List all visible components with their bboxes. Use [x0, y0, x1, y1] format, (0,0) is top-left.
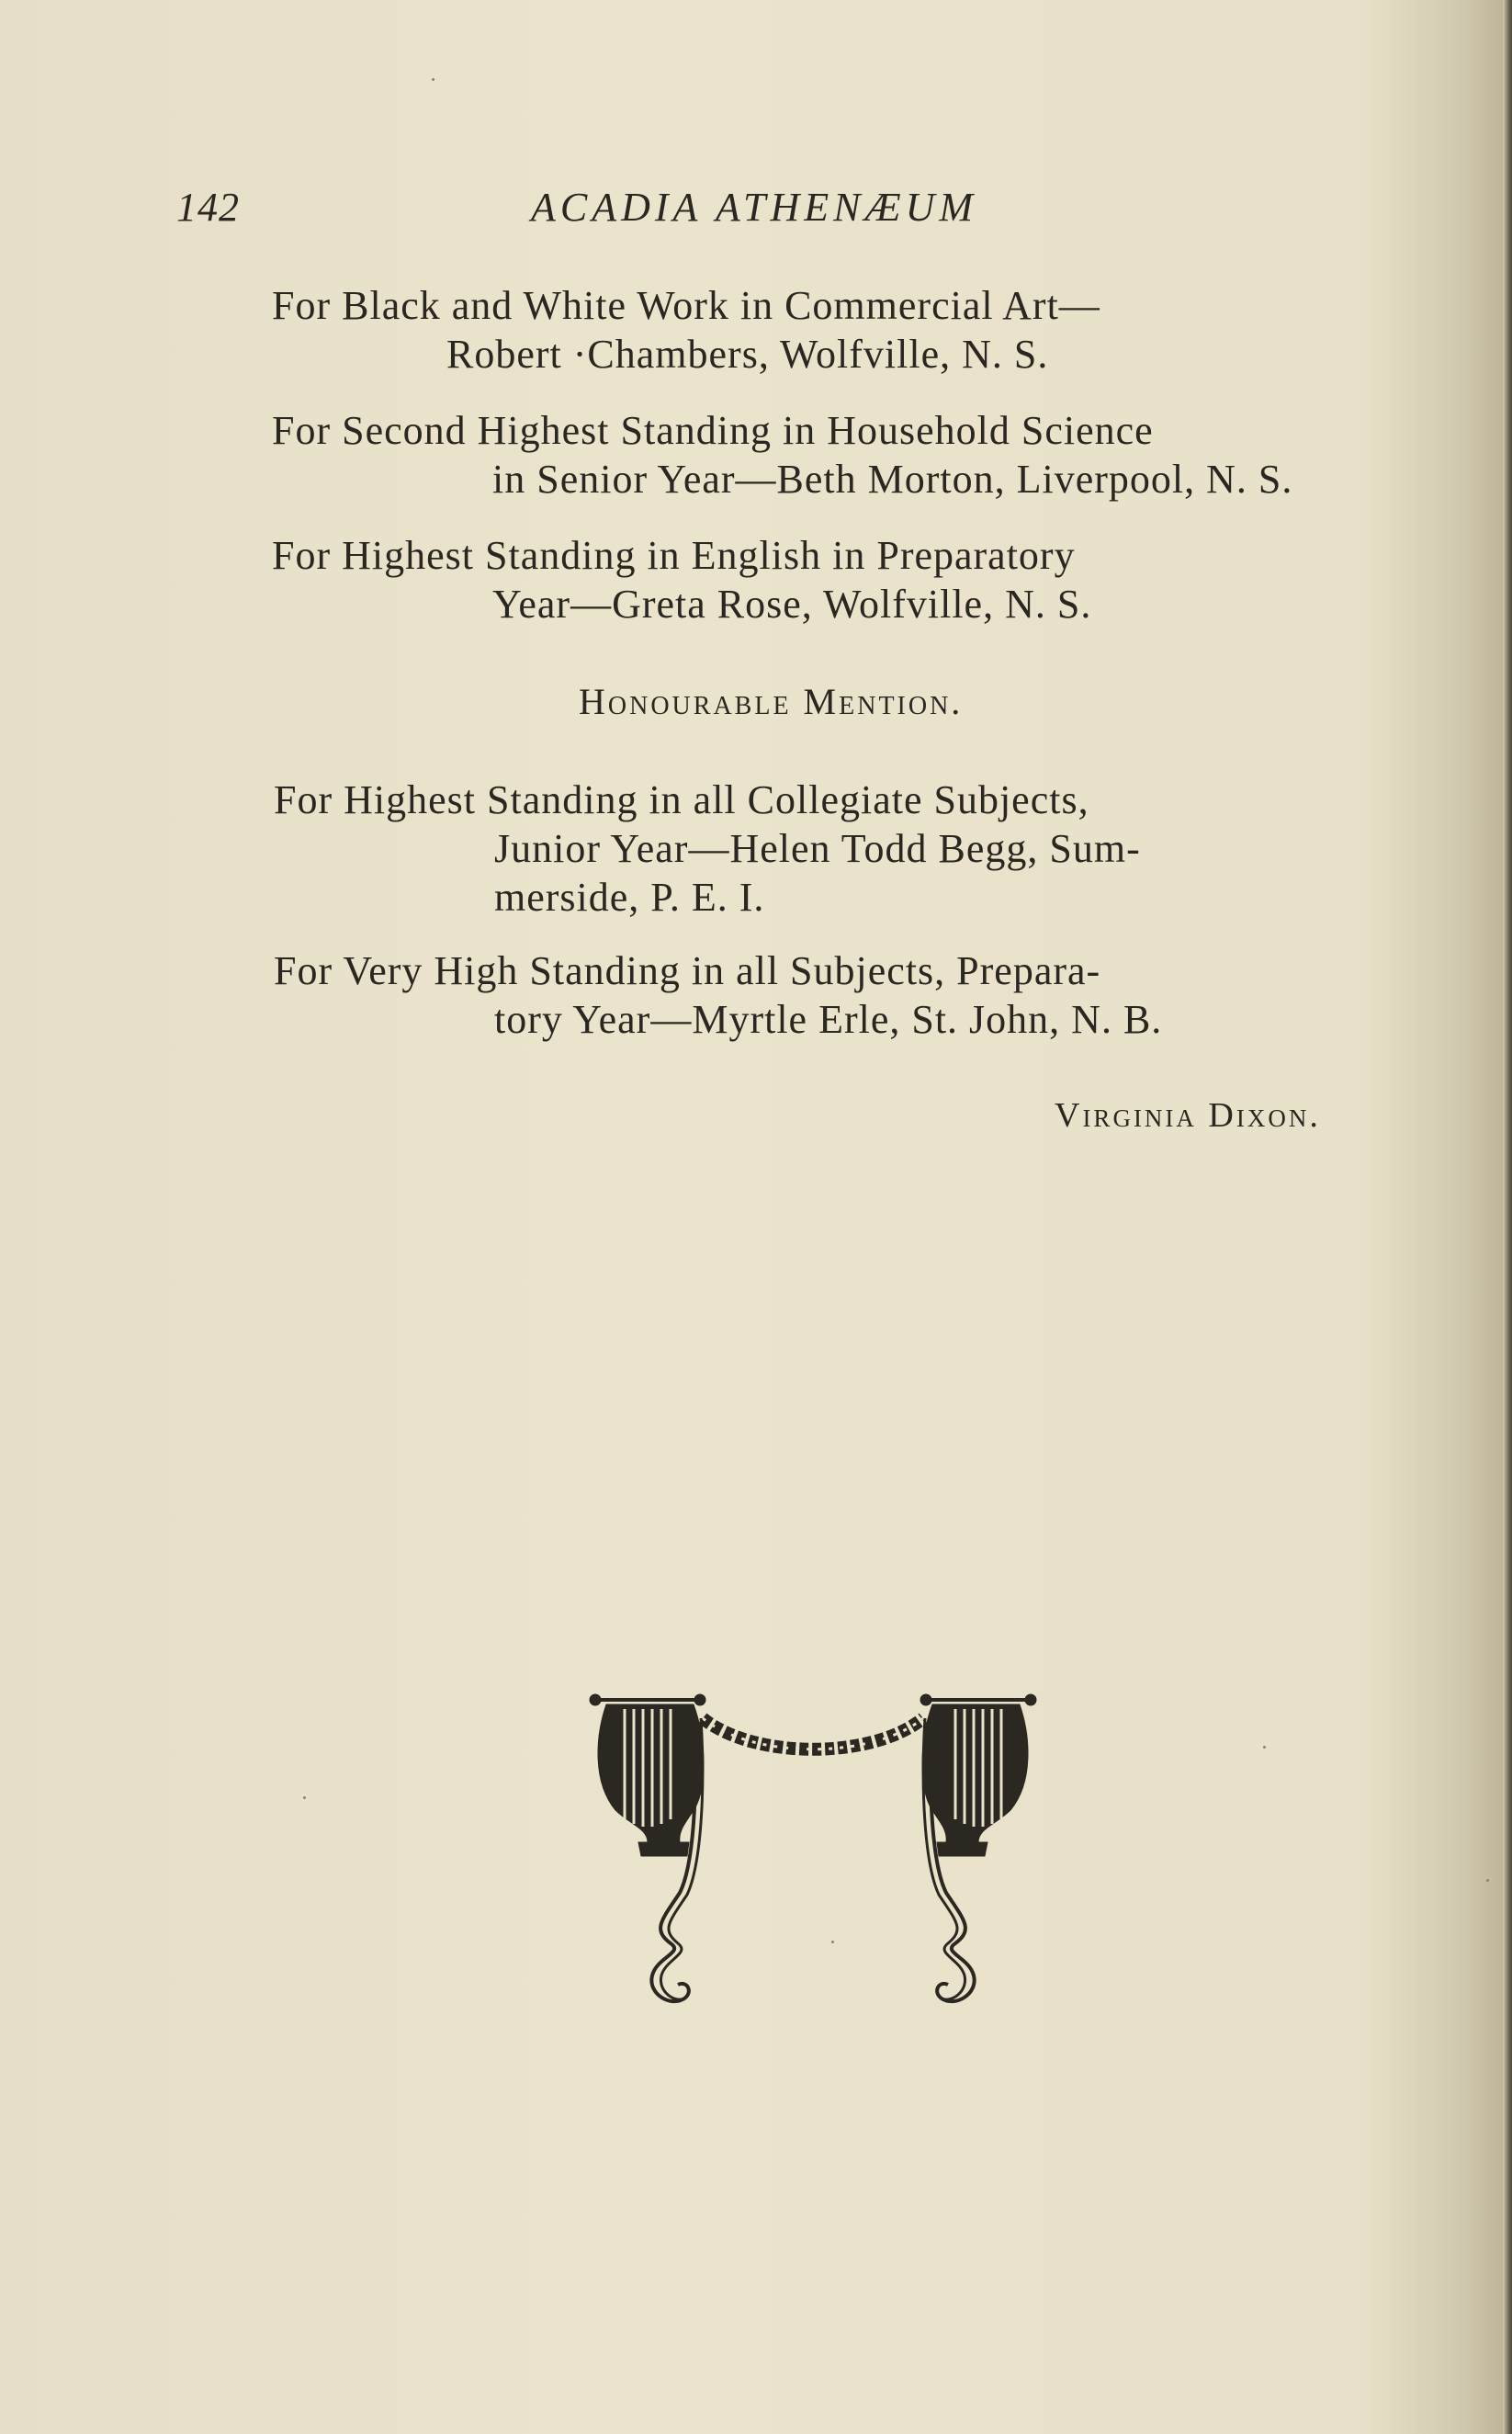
paper-speck — [831, 1941, 834, 1943]
paper-speck — [432, 78, 434, 81]
page-header — [0, 184, 1512, 239]
entry-line: For Highest Standing in all Collegiate Subjects, — [274, 777, 1089, 822]
page-number: 142 — [176, 185, 240, 230]
section-heading: Honourable Mention. — [579, 681, 964, 722]
entry-line: For Very High Standing in all Subjects, Prepara- — [274, 948, 1101, 993]
signature: Virginia Dixon. — [1055, 1096, 1321, 1135]
entry-line: For Black and White Work in Commercial Art— — [272, 283, 1100, 328]
mention-entry — [274, 946, 1162, 1044]
entry-line: in Senior Year—Beth Morton, Liverpool, N. S. — [492, 457, 1293, 502]
page-edge — [1503, 0, 1512, 2434]
entry-line: merside, P. E. I. — [494, 875, 765, 920]
entry-line: Junior Year—Helen Todd Begg, Sum- — [494, 826, 1141, 871]
prize-entry — [272, 281, 1100, 379]
mention-entry — [274, 775, 1141, 922]
entry-line: Robert ·Chambers, Wolfville, N. S. — [446, 332, 1049, 377]
paper-speck — [1486, 1879, 1489, 1882]
prize-entry — [272, 531, 1091, 628]
entry-line: tory Year—Myrtle Erle, St. John, N. B. — [494, 997, 1163, 1042]
paper-speck — [1263, 1746, 1266, 1749]
running-title: ACADIA ATHENÆUM — [531, 185, 978, 230]
twin-lyre-garland-icon — [579, 1681, 1047, 2031]
entry-line: For Second Highest Standing in Household Science — [272, 408, 1154, 453]
paper-speck — [303, 1796, 306, 1799]
prize-entry — [272, 406, 1292, 504]
entry-line: For Highest Standing in English in Preparatory — [272, 533, 1076, 578]
entry-line: Year—Greta Rose, Wolfville, N. S. — [492, 582, 1092, 627]
